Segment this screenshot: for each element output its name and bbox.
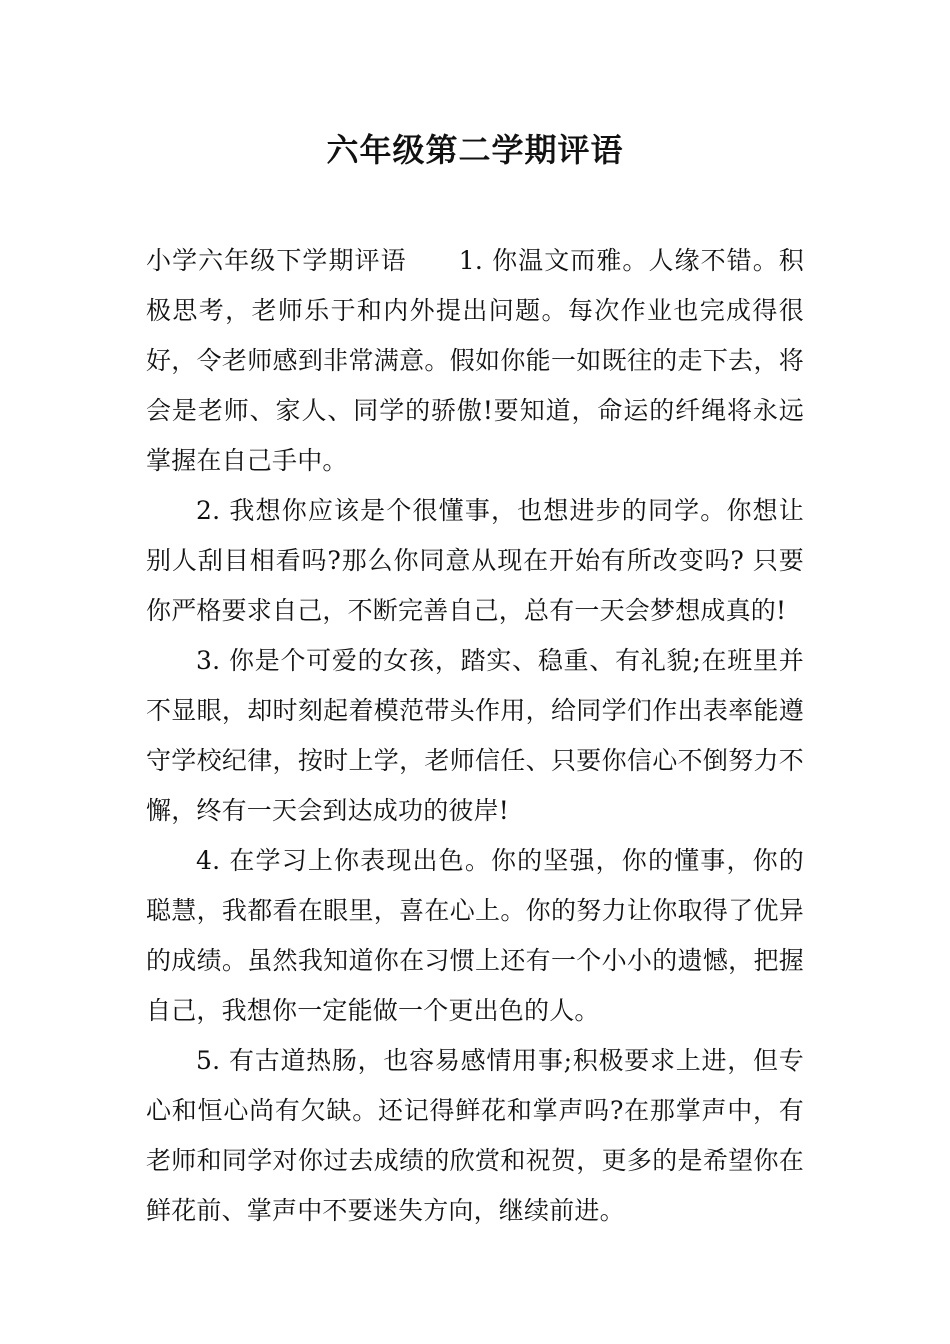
- paragraph-comment-2: 2. 我想你应该是个很懂事，也想进步的同学。你想让别人刮目相看吗?那么你同意从现在开始有所改变吗? 只要你严格要求自己，不断完善自己，总有一天会梦想成真的!: [146, 496, 804, 625]
- paragraph-intro-comment-1: 小学六年级下学期评语 1. 你温文而雅。人缘不错。积极思考，老师乐于和内外提出问题。每次作业也完成得很好，令老师感到非常满意。假如你能一如既往的走下去，将会是老师、家人、同学的骄傲!要知道，命运的纤绳将永远掌握在自己手中。: [146, 246, 804, 475]
- paragraph-comment-3: 3. 你是个可爱的女孩，踏实、稳重、有礼貌;在班里并不显眼，却时刻起着模范带头作用，给同学们作出表率能遵守学校纪律，按时上学，老师信任、只要你信心不倒努力不懈，终有一天会到达成功的彼岸!: [146, 646, 804, 825]
- page-title: 六年级第二学期评语: [326, 131, 624, 169]
- paragraph-comment-4: 4. 在学习上你表现出色。你的坚强，你的懂事，你的聪慧，我都看在眼里，喜在心上。你的努力让你取得了优异的成绩。虽然我知道你在习惯上还有一个小小的遗憾，把握自己，我想你一定能做一个更出色的人。: [146, 846, 804, 1025]
- paragraph-comment-5: 5. 有古道热肠，也容易感情用事;积极要求上进，但专心和恒心尚有欠缺。还记得鲜花和掌声吗?在那掌声中，有老师和同学对你过去成绩的欣赏和祝贺，更多的是希望你在鲜花前、掌声中不要迷失方向，继续前进。: [146, 1046, 804, 1225]
- document-body: [146, 236, 804, 1236]
